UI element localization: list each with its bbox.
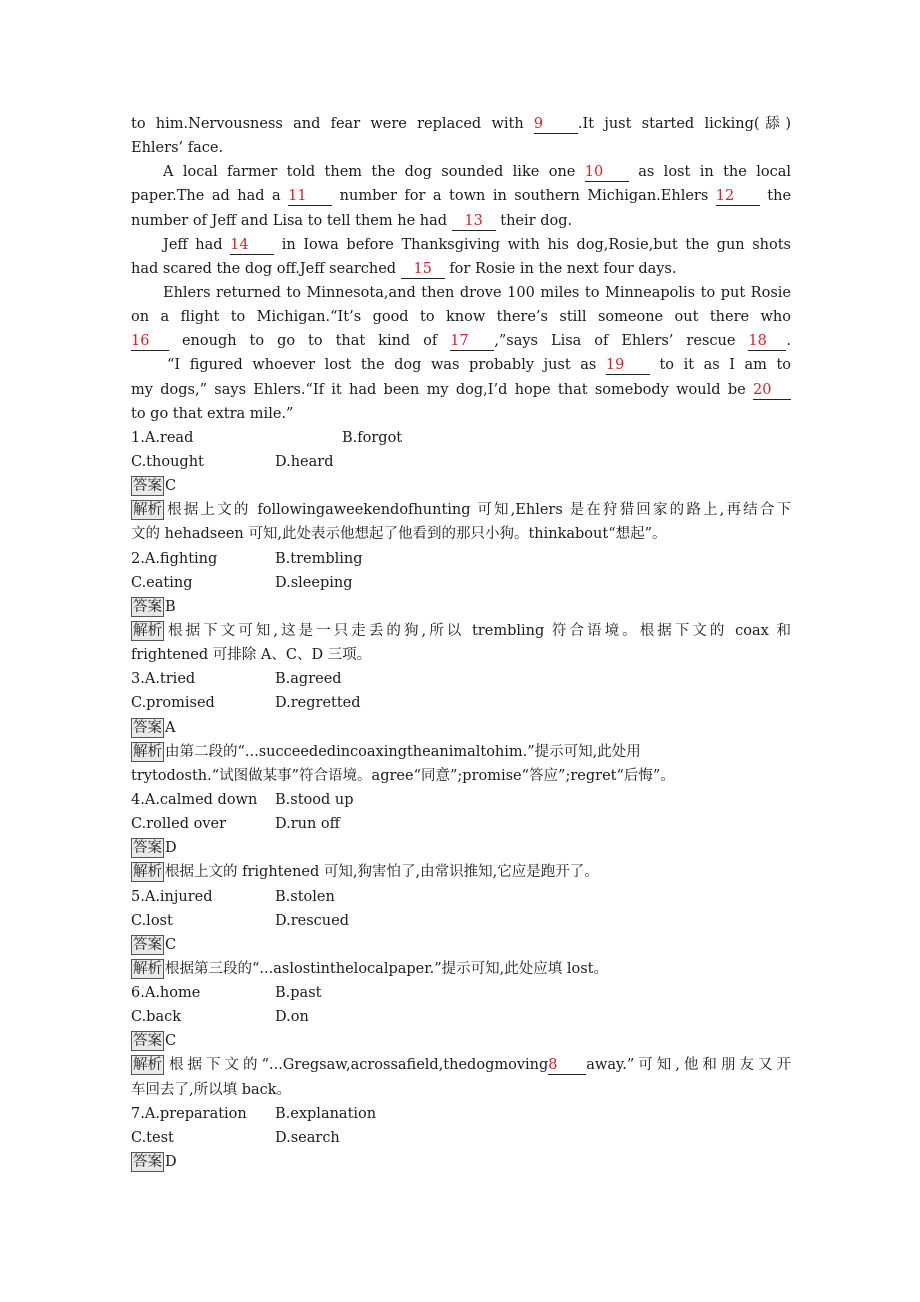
analysis-tag: 解析 — [133, 502, 162, 519]
blank-13[interactable]: 13 — [452, 213, 496, 231]
analysis-tag: 解析 — [133, 1057, 162, 1074]
option-d[interactable]: D.on — [275, 1009, 309, 1026]
answer-row — [131, 716, 791, 740]
blank-8: 8 — [548, 1057, 586, 1075]
question-2-options-row1: 2.A.fighting B.trembling — [131, 547, 791, 571]
answer-tag: 答案 — [133, 1033, 162, 1050]
passage-line: paper.The ad had a 11 number for a town in southern Michigan.Ehlers 12 the — [131, 188, 791, 205]
answer-value: D — [165, 840, 177, 857]
question-7-options-row1: 7.A.preparation B.explanation — [131, 1102, 791, 1126]
answer-row — [131, 1150, 791, 1174]
option-b[interactable]: B.past — [275, 985, 322, 1002]
blank-11[interactable]: 11 — [288, 188, 332, 206]
option-c[interactable]: C.back — [131, 1009, 182, 1026]
blank-9[interactable]: 9 — [534, 116, 578, 134]
option-a[interactable]: A.preparation — [144, 1105, 247, 1122]
blank-12[interactable]: 12 — [716, 188, 760, 206]
option-c[interactable]: C.promised — [131, 695, 215, 712]
answer-value: A — [165, 719, 176, 736]
passage-line: A local farmer told them the dog sounded like one 10 as lost in the local — [163, 164, 791, 181]
question-3-options-row2 — [131, 691, 791, 715]
question-4-options-row2 — [131, 812, 791, 836]
option-b[interactable]: B.trembling — [275, 550, 363, 567]
question-1-options-row1: 1.A.read B.forgot — [131, 426, 791, 450]
option-a[interactable]: A.calmed down — [144, 791, 258, 808]
analysis-row: 解析 根据上文的 followingaweekendofhunting 可知,Ehlers 是在狩猎回家的路上,再结合下 — [133, 502, 791, 519]
option-c[interactable]: C.lost — [131, 912, 173, 929]
passage-line: Jeff had 14 in Iowa before Thanksgiving with his dog,Rosie,but the gun shots — [163, 236, 791, 253]
analysis-tag: 解析 — [133, 960, 162, 977]
answer-value: C — [165, 936, 177, 953]
answer-row — [131, 595, 791, 619]
option-b[interactable]: B.explanation — [275, 1105, 377, 1122]
passage-line: Ehlers returned to Minnesota,and then drove 100 miles to Minneapolis to put Rosie — [163, 284, 791, 301]
option-b[interactable]: B.forgot — [342, 429, 403, 446]
question-2-options-row2 — [131, 571, 791, 595]
blank-16[interactable]: 16 — [131, 333, 169, 351]
option-c[interactable]: C.rolled over — [131, 816, 227, 833]
answer-tag: 答案 — [133, 840, 162, 857]
answer-row — [131, 474, 791, 498]
option-d[interactable]: D.heard — [275, 453, 334, 470]
passage-line: to him.Nervousness and fear were replaced with 9 .It just started licking(舔) — [131, 116, 791, 132]
answer-tag: 答案 — [133, 1154, 162, 1171]
blank-19[interactable]: 19 — [606, 357, 650, 375]
option-c[interactable]: C.thought — [131, 453, 204, 470]
passage-line: number of Jeff and Lisa to tell them he had 13 their dog. — [131, 212, 573, 229]
blank-10[interactable]: 10 — [585, 164, 629, 182]
answer-value: D — [165, 1154, 177, 1171]
analysis-row: 解析 根据第三段的“...aslostinthelocalpaper.”提示可知,此处应填 lost。 — [133, 960, 608, 977]
option-d[interactable]: D.regretted — [275, 695, 361, 712]
passage-line: to go that extra mile.” — [131, 405, 294, 422]
question-5-options-row1: 5.A.injured B.stolen — [131, 885, 791, 909]
analysis-row: 解析 根据上文的 frightened 可知,狗害怕了,由常识推知,它应是跑开了。 — [133, 864, 599, 881]
option-b[interactable]: B.stood up — [275, 791, 354, 808]
analysis-row: frightened 可排除 A、C、D 三项。 — [131, 647, 372, 664]
analysis-tag: 解析 — [133, 864, 162, 881]
option-b[interactable]: B.stolen — [275, 888, 335, 905]
question-3-options-row1: 3.A.tried B.agreed — [131, 667, 791, 691]
option-a[interactable]: A.home — [144, 985, 201, 1002]
option-b[interactable]: B.agreed — [275, 671, 342, 688]
answer-value: C — [165, 478, 177, 495]
answer-value: B — [165, 598, 176, 615]
passage-line: “I figured whoever lost the dog was probably just as 19 to it as I am to — [167, 357, 791, 374]
answer-row — [131, 933, 791, 957]
option-d[interactable]: D.search — [275, 1129, 340, 1146]
passage-line: my dogs,” says Ehlers.“If it had been my dog,I’d hope that somebody would be 20 — [131, 378, 791, 402]
option-a[interactable]: A.injured — [144, 888, 213, 905]
option-d[interactable]: D.sleeping — [275, 574, 353, 591]
answer-tag: 答案 — [133, 936, 162, 953]
question-7-options-row2 — [131, 1126, 791, 1150]
blank-15[interactable]: 15 — [401, 261, 445, 279]
question-1-options-row2 — [131, 450, 791, 474]
analysis-row: 解析 根据下文的“...Gregsaw,acrossafield,thedogmoving8 away.”可知,他和朋友又开 — [133, 1057, 791, 1074]
question-5-options-row2 — [131, 909, 791, 933]
option-d[interactable]: D.run off — [275, 816, 340, 833]
option-a[interactable]: A.read — [144, 429, 194, 446]
analysis-tag: 解析 — [133, 622, 162, 639]
blank-17[interactable]: 17 — [450, 333, 494, 351]
blank-14[interactable]: 14 — [230, 237, 274, 255]
passage-line: 16 enough to go to that kind of 17 ,”says Lisa of Ehlers’ rescue 18 . — [131, 333, 791, 350]
analysis-row: 车回去了,所以填 back。 — [131, 1081, 292, 1098]
answer-tag: 答案 — [133, 719, 162, 736]
blank-20[interactable]: 20 — [753, 382, 791, 400]
analysis-row: 解析 根据下文可知,这是一只走丢的狗,所以 trembling 符合语境。根据下文的 coax 和 — [133, 622, 791, 639]
question-6-options-row1: 6.A.home B.past — [131, 981, 791, 1005]
question-6-options-row2 — [131, 1005, 791, 1029]
answer-tag: 答案 — [133, 478, 162, 495]
option-c[interactable]: C.test — [131, 1129, 174, 1146]
question-4-options-row1: 4.A.calmed down B.stood up — [131, 788, 791, 812]
answer-row — [131, 1029, 791, 1053]
passage-line: had scared the dog off.Jeff searched 15 for Rosie in the next four days. — [131, 260, 677, 277]
option-c[interactable]: C.eating — [131, 574, 193, 591]
document-page — [131, 112, 791, 1174]
option-a[interactable]: A.tried — [144, 671, 196, 688]
answer-tag: 答案 — [133, 598, 162, 615]
analysis-row: 解析 由第二段的“...succeededincoaxingtheanimaltohim.”提示可知,此处用 — [133, 743, 641, 760]
passage-line: on a flight to Michigan.“It’s good to know there’s still someone out there who — [131, 309, 791, 326]
analysis-row: 文的 hehadseen 可知,此处表示他想起了他看到的那只小狗。thinkabout“想起”。 — [131, 526, 667, 543]
option-d[interactable]: D.rescued — [275, 912, 349, 929]
analysis-row: trytodosth.“试图做某事”符合语境。agree“同意”;promise“答应”;regret“后悔”。 — [131, 767, 675, 784]
passage-line: Ehlers’ face. — [131, 140, 224, 157]
option-a[interactable]: A.fighting — [144, 550, 218, 567]
answer-row — [131, 836, 791, 860]
blank-18[interactable]: 18 — [748, 333, 786, 351]
analysis-tag: 解析 — [133, 743, 162, 760]
answer-value: C — [165, 1033, 177, 1050]
